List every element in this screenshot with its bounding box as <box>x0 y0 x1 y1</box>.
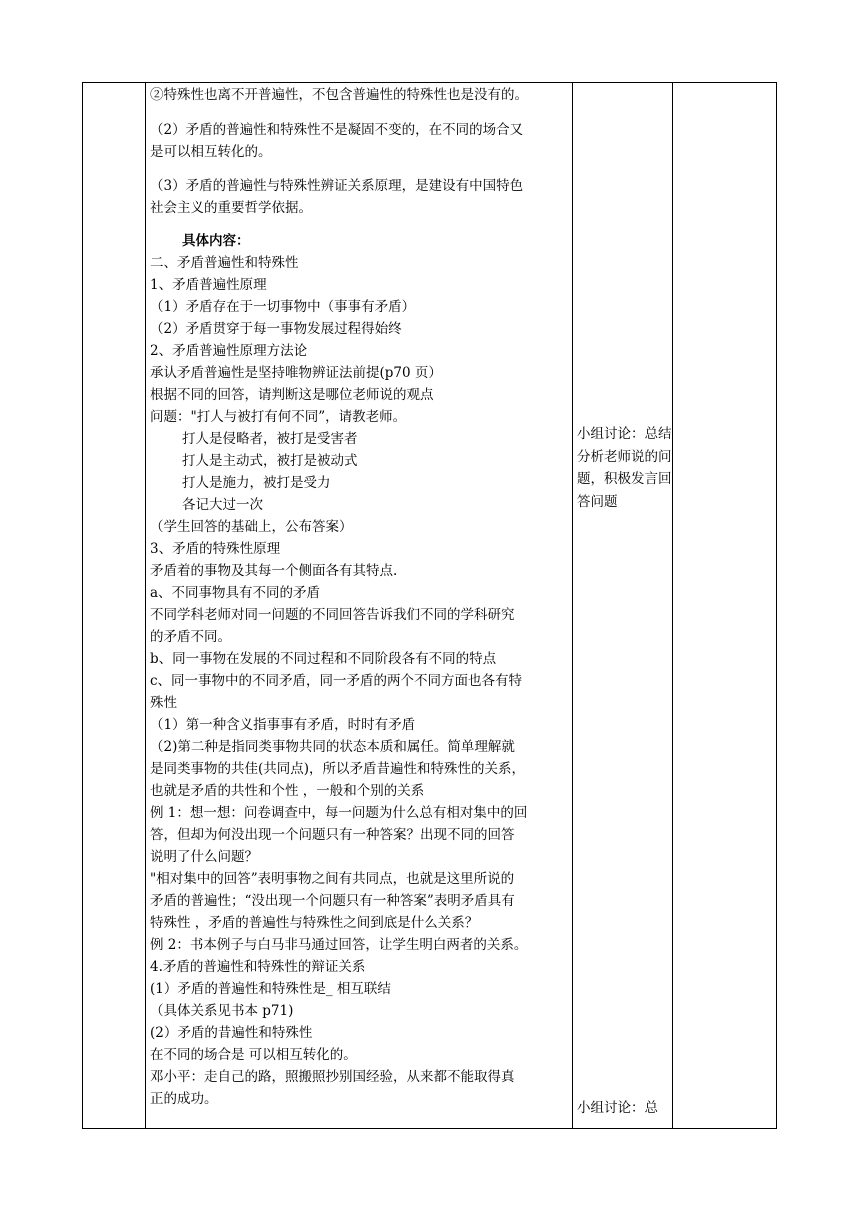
content-line: 二、矛盾普遍性和特殊性 <box>150 255 299 271</box>
lesson-table <box>82 82 777 1129</box>
content-line: （学生回答的基础上，公布答案） <box>150 519 353 535</box>
content-line: 打人是施力，被打是受力 <box>182 475 331 491</box>
content-line: 邓小平：走自己的路，照搬照抄别国经验，从来都不能取得真 <box>150 1069 515 1085</box>
table-column-divider <box>572 83 573 1128</box>
teaching-content-column <box>146 83 571 1128</box>
content-line: 承认矛盾普遍性是坚持唯物辨证法前提(p70 页） <box>150 365 442 381</box>
content-line: 正的成功。 <box>150 1091 218 1107</box>
content-line: 特殊性 ，矛盾的普遍性与特殊性之间到底是什么关系？ <box>150 915 479 931</box>
content-line: b、同一事物在发展的不同过程和不同阶段各有不同的特点 <box>150 651 497 667</box>
content-line: （2）矛盾的普遍性和特殊性不是凝固不变的，在不同的场合又 <box>150 122 524 138</box>
content-line: 答，但却为何没出现一个问题只有一种答案？出现不同的回答 <box>150 827 515 843</box>
content-line: 的矛盾不同。 <box>150 629 231 645</box>
content-line: 4.矛盾的普遍性和特殊性的辩证关系 <box>150 959 366 975</box>
content-line: 矛盾的普遍性；“没出现一个问题只有一种答案”表明矛盾具有 <box>150 893 515 909</box>
section-heading: 具体内容： <box>182 233 250 249</box>
content-line: （2）矛盾贯穿于每一事物发展过程得始终 <box>150 321 402 337</box>
content-line: "相对集中的回答”表明事物之间有共同点，也就是这里所说的 <box>150 871 515 887</box>
content-line: （1）第一种含义指事事有矛盾，时时有矛盾 <box>150 717 416 733</box>
content-line: 矛盾着的事物及其每一个侧面各有其特点. <box>150 563 398 579</box>
content-line: 1、矛盾普遍性原理 <box>150 277 267 293</box>
content-line: （3）矛盾的普遍性与特殊性辨证关系原理，是建设有中国特色 <box>150 178 524 194</box>
content-line: 3、矛盾的特殊性原理 <box>150 541 281 557</box>
content-line: a、不同事物具有不同的矛盾 <box>150 585 321 601</box>
content-line: 例 2：书本例子与白马非马通过回答，让学生明白两者的关系。 <box>150 937 528 953</box>
content-line: 不同学科老师对同一问题的不同回答告诉我们不同的学科研究 <box>150 607 515 623</box>
content-line: （具体关系见书本 p71) <box>150 1003 294 1019</box>
content-line: 问题："打人与被打有何不同”，请教老师。 <box>150 409 407 425</box>
content-line: 各记大过一次 <box>182 497 263 513</box>
content-line: 社会主义的重要哲学依据。 <box>150 200 312 216</box>
content-line: 打人是主动式，被打是被动式 <box>182 453 358 469</box>
content-line: c、同一事物中的不同矛盾，同一矛盾的两个不同方面也各有特 <box>150 673 523 689</box>
content-line: 是可以相互转化的。 <box>150 144 272 160</box>
content-line: 也就是矛盾的共性和个性 ，一般和个别的关系 <box>150 783 425 799</box>
content-line: 例 1：想一想：问卷调查中，每一问题为什么总有相对集中的回 <box>150 805 528 821</box>
content-line: ②特殊性也离不开普遍性，不包含普遍性的特殊性也是没有的。 <box>150 87 528 103</box>
content-line: 说明了什么问题？ <box>150 849 258 865</box>
content-line: (2）矛盾的昔遍性和特殊性 <box>150 1025 313 1041</box>
content-line: （2)第二种是指同类事物共同的状态本质和属任。简单理解就 <box>150 739 515 755</box>
student-activity-note: 小组讨论：总结分析老师说的问题，积极发言回答问题 <box>577 426 672 510</box>
content-line: （1）矛盾存在于一切事物中（事事有矛盾） <box>150 299 416 315</box>
content-line: 打人是侵略者，被打是受害者 <box>182 431 358 447</box>
content-line: (1）矛盾的普遍性和特殊性是_ 相互联结 <box>150 981 391 997</box>
content-line: 根据不同的回答，请判断这是哪位老师说的观点 <box>150 387 434 403</box>
content-line: 是同类事物的共佳(共同点)，所以矛盾昔遍性和特殊性的关系， <box>150 761 526 777</box>
table-column-divider <box>672 83 673 1128</box>
content-line: 2、矛盾普遍性原理方法论 <box>150 343 308 359</box>
student-activity-note: 小组讨论：总 <box>577 1100 658 1116</box>
content-line: 殊性 <box>150 695 177 711</box>
content-line: 在不同的场合是 可以相互转化的。 <box>150 1047 357 1063</box>
